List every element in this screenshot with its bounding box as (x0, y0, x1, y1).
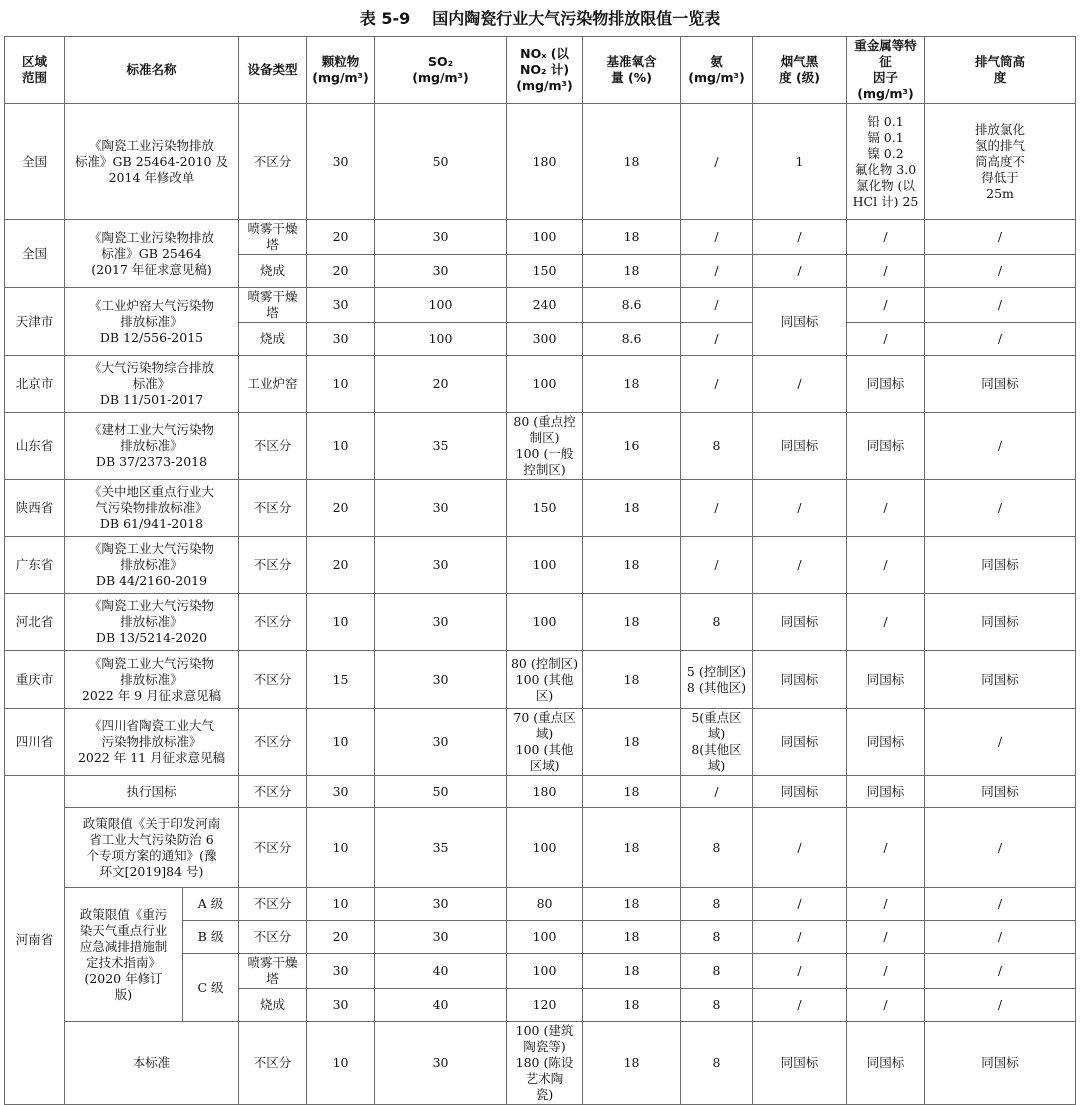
cell-so2: 40 (375, 989, 507, 1022)
header-so2: SO₂ (mg/m³) (375, 37, 507, 104)
cell-smoke: / (753, 255, 847, 288)
cell-nh3: / (681, 104, 753, 220)
cell-pm: 30 (307, 323, 375, 356)
cell-equipment: 不区分 (239, 537, 307, 594)
table-row (5, 888, 1076, 921)
cell-pm: 30 (307, 288, 375, 323)
cell-region: 重庆市 (5, 651, 65, 709)
cell-smoke: / (753, 356, 847, 413)
cell-stack: 同国标 (925, 537, 1076, 594)
cell-smoke: 同国标 (753, 709, 847, 776)
cell-equipment: 烧成 (239, 323, 307, 356)
table-row (5, 220, 1076, 255)
cell-nh3: / (681, 537, 753, 594)
cell-nox: 100 (507, 220, 583, 255)
cell-smoke: / (753, 989, 847, 1022)
cell-stack: / (925, 480, 1076, 537)
cell-region: 全国 (5, 220, 65, 288)
cell-o2: 18 (583, 888, 681, 921)
cell-nox: 100 (507, 808, 583, 888)
cell-pm: 10 (307, 888, 375, 921)
cell-o2: 18 (583, 709, 681, 776)
cell-stack: / (925, 413, 1076, 480)
cell-standard: 《陶瓷工业大气污染物 排放标准》 DB 44/2160-2019 (65, 537, 239, 594)
table-row (5, 651, 1076, 709)
cell-o2: 18 (583, 480, 681, 537)
cell-o2: 18 (583, 651, 681, 709)
header-region: 区域 范围 (5, 37, 65, 104)
cell-metals: 同国标 (847, 651, 925, 709)
cell-o2: 18 (583, 537, 681, 594)
cell-stack: / (925, 709, 1076, 776)
cell-standard: 执行国标 (65, 776, 239, 808)
cell-metals: / (847, 954, 925, 989)
cell-region: 天津市 (5, 288, 65, 356)
table-row (5, 480, 1076, 537)
cell-grade: C 级 (183, 954, 239, 1022)
cell-metals: 同国标 (847, 776, 925, 808)
cell-stack: / (925, 808, 1076, 888)
cell-smoke: 同国标 (753, 594, 847, 651)
cell-o2: 18 (583, 220, 681, 255)
table-row (5, 709, 1076, 776)
cell-smoke: / (753, 537, 847, 594)
cell-metals: / (847, 989, 925, 1022)
cell-standard: 《工业炉窑大气污染物 排放标准》 DB 12/556-2015 (65, 288, 239, 356)
cell-pm: 20 (307, 220, 375, 255)
cell-nh3: / (681, 220, 753, 255)
cell-stack: / (925, 323, 1076, 356)
cell-smoke: 同国标 (753, 651, 847, 709)
header-stack: 排气筒高 度 (925, 37, 1076, 104)
cell-stack: / (925, 220, 1076, 255)
table-caption (0, 0, 1080, 36)
cell-standard-policy: 政策限值《重污 染天气重点行业 应急减排措施制 定技术指南》 (2020 年修订 版) (65, 888, 183, 1022)
cell-smoke: / (753, 220, 847, 255)
cell-smoke: / (753, 480, 847, 537)
cell-equipment: 不区分 (239, 709, 307, 776)
cell-nh3: / (681, 255, 753, 288)
cell-metals: / (847, 220, 925, 255)
cell-so2: 30 (375, 709, 507, 776)
cell-pm: 10 (307, 594, 375, 651)
cell-metals: 同国标 (847, 356, 925, 413)
cell-stack: / (925, 989, 1076, 1022)
cell-nox: 180 (507, 776, 583, 808)
cell-nh3: 8 (681, 888, 753, 921)
table-row (5, 413, 1076, 480)
cell-standard: 《大气污染物综合排放 标准》 DB 11/501-2017 (65, 356, 239, 413)
cell-smoke: / (753, 808, 847, 888)
cell-so2: 35 (375, 413, 507, 480)
cell-equipment: 烧成 (239, 255, 307, 288)
cell-so2: 30 (375, 480, 507, 537)
cell-metals: / (847, 537, 925, 594)
cell-standard: 《陶瓷工业污染物排放 标准》GB 25464 (2017 年征求意见稿) (65, 220, 239, 288)
cell-o2: 8.6 (583, 288, 681, 323)
cell-o2: 16 (583, 413, 681, 480)
cell-so2: 100 (375, 288, 507, 323)
cell-metals: / (847, 888, 925, 921)
cell-standard: 《陶瓷工业大气污染物 排放标准》 2022 年 9 月征求意见稿 (65, 651, 239, 709)
cell-so2: 35 (375, 808, 507, 888)
table-row (5, 776, 1076, 808)
cell-pm: 20 (307, 921, 375, 954)
cell-so2: 30 (375, 220, 507, 255)
header-metals: 重金属等特征 因子 (mg/m³) (847, 37, 925, 104)
cell-metals: 同国标 (847, 413, 925, 480)
cell-stack: / (925, 255, 1076, 288)
cell-equipment: 喷雾干燥塔 (239, 954, 307, 989)
cell-nox: 300 (507, 323, 583, 356)
cell-so2: 20 (375, 356, 507, 413)
header-pm: 颗粒物 (mg/m³) (307, 37, 375, 104)
cell-pm: 10 (307, 808, 375, 888)
cell-nox: 100 (507, 921, 583, 954)
cell-grade: A 级 (183, 888, 239, 921)
table-row (5, 808, 1076, 888)
cell-smoke: 同国标 (753, 1022, 847, 1105)
cell-region: 陕西省 (5, 480, 65, 537)
cell-so2: 30 (375, 888, 507, 921)
cell-metals: / (847, 288, 925, 323)
cell-standard: 《陶瓷工业污染物排放 标准》GB 25464-2010 及 2014 年修改单 (65, 104, 239, 220)
cell-metals: 同国标 (847, 709, 925, 776)
cell-so2: 50 (375, 776, 507, 808)
cell-smoke: 1 (753, 104, 847, 220)
cell-nh3: / (681, 776, 753, 808)
cell-smoke: 同国标 (753, 776, 847, 808)
cell-equipment: 不区分 (239, 808, 307, 888)
cell-so2: 30 (375, 255, 507, 288)
cell-o2: 18 (583, 255, 681, 288)
cell-so2: 30 (375, 594, 507, 651)
cell-so2: 40 (375, 954, 507, 989)
cell-metals: / (847, 594, 925, 651)
cell-stack: / (925, 888, 1076, 921)
cell-equipment: 不区分 (239, 413, 307, 480)
header-row (5, 37, 1076, 104)
cell-standard: 政策限值《关于印发河南 省工业大气污染防治 6 个专项方案的通知》(豫 环文[2019]84 号) (65, 808, 239, 888)
cell-standard: 《关中地区重点行业大 气污染物排放标准》 DB 61/941-2018 (65, 480, 239, 537)
cell-nox: 120 (507, 989, 583, 1022)
cell-stack: 同国标 (925, 594, 1076, 651)
cell-pm: 30 (307, 776, 375, 808)
cell-metals: 铅 0.1 镉 0.1 镍 0.2 氟化物 3.0 氯化物 (以 HCl 计) 25 (847, 104, 925, 220)
cell-metals: / (847, 255, 925, 288)
cell-nh3: 8 (681, 808, 753, 888)
cell-standard: 《陶瓷工业大气污染物 排放标准》 DB 13/5214-2020 (65, 594, 239, 651)
cell-nox: 80 (重点控制区) 100 (一般控制区) (507, 413, 583, 480)
cell-so2: 30 (375, 651, 507, 709)
cell-nh3: 8 (681, 594, 753, 651)
cell-equipment: 不区分 (239, 651, 307, 709)
cell-region: 河北省 (5, 594, 65, 651)
cell-equipment: 不区分 (239, 776, 307, 808)
cell-stack: 同国标 (925, 1022, 1076, 1105)
cell-nh3: 8 (681, 954, 753, 989)
cell-o2: 18 (583, 921, 681, 954)
cell-stack: / (925, 288, 1076, 323)
table-number: 表 5-9 (359, 9, 411, 28)
cell-metals: / (847, 921, 925, 954)
cell-so2: 30 (375, 537, 507, 594)
cell-stack: 排放氯化 氢的排气 筒高度不 得低于 25m (925, 104, 1076, 220)
cell-smoke: / (753, 888, 847, 921)
cell-equipment: 工业炉窑 (239, 356, 307, 413)
cell-nox: 100 (507, 954, 583, 989)
cell-nh3: 8 (681, 989, 753, 1022)
cell-equipment: 不区分 (239, 594, 307, 651)
cell-stack: / (925, 954, 1076, 989)
header-equipment: 设备类型 (239, 37, 307, 104)
table-row (5, 537, 1076, 594)
header-o2: 基准氧含 量 (%) (583, 37, 681, 104)
cell-equipment: 烧成 (239, 989, 307, 1022)
cell-stack: 同国标 (925, 356, 1076, 413)
cell-metals: 同国标 (847, 1022, 925, 1105)
cell-standard: 本标准 (65, 1022, 239, 1105)
cell-equipment: 不区分 (239, 888, 307, 921)
cell-nox: 100 (建筑陶瓷等) 180 (陈设艺术陶 瓷) (507, 1022, 583, 1105)
cell-smoke: / (753, 954, 847, 989)
cell-nox: 80 (507, 888, 583, 921)
cell-pm: 15 (307, 651, 375, 709)
cell-nh3: / (681, 356, 753, 413)
cell-nox: 80 (控制区) 100 (其他区) (507, 651, 583, 709)
cell-equipment: 不区分 (239, 1022, 307, 1105)
cell-equipment: 不区分 (239, 480, 307, 537)
cell-smoke: 同国标 (753, 288, 847, 356)
cell-nh3: 8 (681, 921, 753, 954)
cell-region: 山东省 (5, 413, 65, 480)
table-row (5, 1022, 1076, 1105)
cell-o2: 18 (583, 104, 681, 220)
cell-nh3: / (681, 288, 753, 323)
cell-pm: 30 (307, 104, 375, 220)
cell-o2: 18 (583, 356, 681, 413)
table-row (5, 594, 1076, 651)
table-row (5, 356, 1076, 413)
cell-nox: 100 (507, 537, 583, 594)
header-nox: NOₓ (以 NO₂ 计) (mg/m³) (507, 37, 583, 104)
cell-nh3: / (681, 480, 753, 537)
cell-pm: 30 (307, 954, 375, 989)
cell-nh3: 8 (681, 413, 753, 480)
cell-o2: 18 (583, 808, 681, 888)
header-smoke: 烟气黑 度 (级) (753, 37, 847, 104)
cell-metals: / (847, 480, 925, 537)
table-row (5, 288, 1076, 323)
cell-grade: B 级 (183, 921, 239, 954)
table-row (5, 104, 1076, 220)
cell-nox: 70 (重点区域) 100 (其他区域) (507, 709, 583, 776)
cell-region-henan: 河南省 (5, 776, 65, 1105)
cell-pm: 20 (307, 255, 375, 288)
cell-pm: 30 (307, 989, 375, 1022)
cell-smoke: / (753, 921, 847, 954)
cell-o2: 18 (583, 776, 681, 808)
cell-metals: / (847, 808, 925, 888)
cell-equipment: 不区分 (239, 104, 307, 220)
cell-nox: 150 (507, 480, 583, 537)
cell-pm: 20 (307, 537, 375, 594)
cell-standard: 《四川省陶瓷工业大气 污染物排放标准》 2022 年 11 月征求意见稿 (65, 709, 239, 776)
header-nh3: 氨 (mg/m³) (681, 37, 753, 104)
cell-pm: 10 (307, 709, 375, 776)
cell-so2: 50 (375, 104, 507, 220)
cell-nox: 100 (507, 594, 583, 651)
cell-region: 北京市 (5, 356, 65, 413)
cell-smoke: 同国标 (753, 413, 847, 480)
cell-region: 四川省 (5, 709, 65, 776)
cell-region: 全国 (5, 104, 65, 220)
cell-equipment: 喷雾干燥塔 (239, 220, 307, 255)
cell-nh3: 5 (控制区) 8 (其他区) (681, 651, 753, 709)
cell-pm: 10 (307, 1022, 375, 1105)
cell-o2: 18 (583, 989, 681, 1022)
cell-region: 广东省 (5, 537, 65, 594)
cell-nh3: / (681, 323, 753, 356)
cell-o2: 8.6 (583, 323, 681, 356)
cell-so2: 100 (375, 323, 507, 356)
cell-nh3: 8 (681, 1022, 753, 1105)
cell-nox: 180 (507, 104, 583, 220)
cell-metals: / (847, 323, 925, 356)
cell-nox: 240 (507, 288, 583, 323)
cell-o2: 18 (583, 594, 681, 651)
cell-nox: 100 (507, 356, 583, 413)
cell-nh3: 5(重点区域) 8(其他区域) (681, 709, 753, 776)
cell-o2: 18 (583, 954, 681, 989)
header-standard: 标准名称 (65, 37, 239, 104)
cell-nox: 150 (507, 255, 583, 288)
cell-stack: 同国标 (925, 776, 1076, 808)
cell-stack: / (925, 921, 1076, 954)
cell-pm: 20 (307, 480, 375, 537)
emission-limits-table (4, 36, 1076, 1105)
cell-pm: 10 (307, 413, 375, 480)
cell-pm: 10 (307, 356, 375, 413)
cell-standard: 《建材工业大气污染物 排放标准》 DB 37/2373-2018 (65, 413, 239, 480)
table-title: 国内陶瓷行业大气污染物排放限值一览表 (432, 9, 721, 28)
cell-so2: 30 (375, 1022, 507, 1105)
cell-equipment: 喷雾干燥塔 (239, 288, 307, 323)
cell-so2: 30 (375, 921, 507, 954)
cell-o2: 18 (583, 1022, 681, 1105)
cell-stack: 同国标 (925, 651, 1076, 709)
cell-equipment: 不区分 (239, 921, 307, 954)
